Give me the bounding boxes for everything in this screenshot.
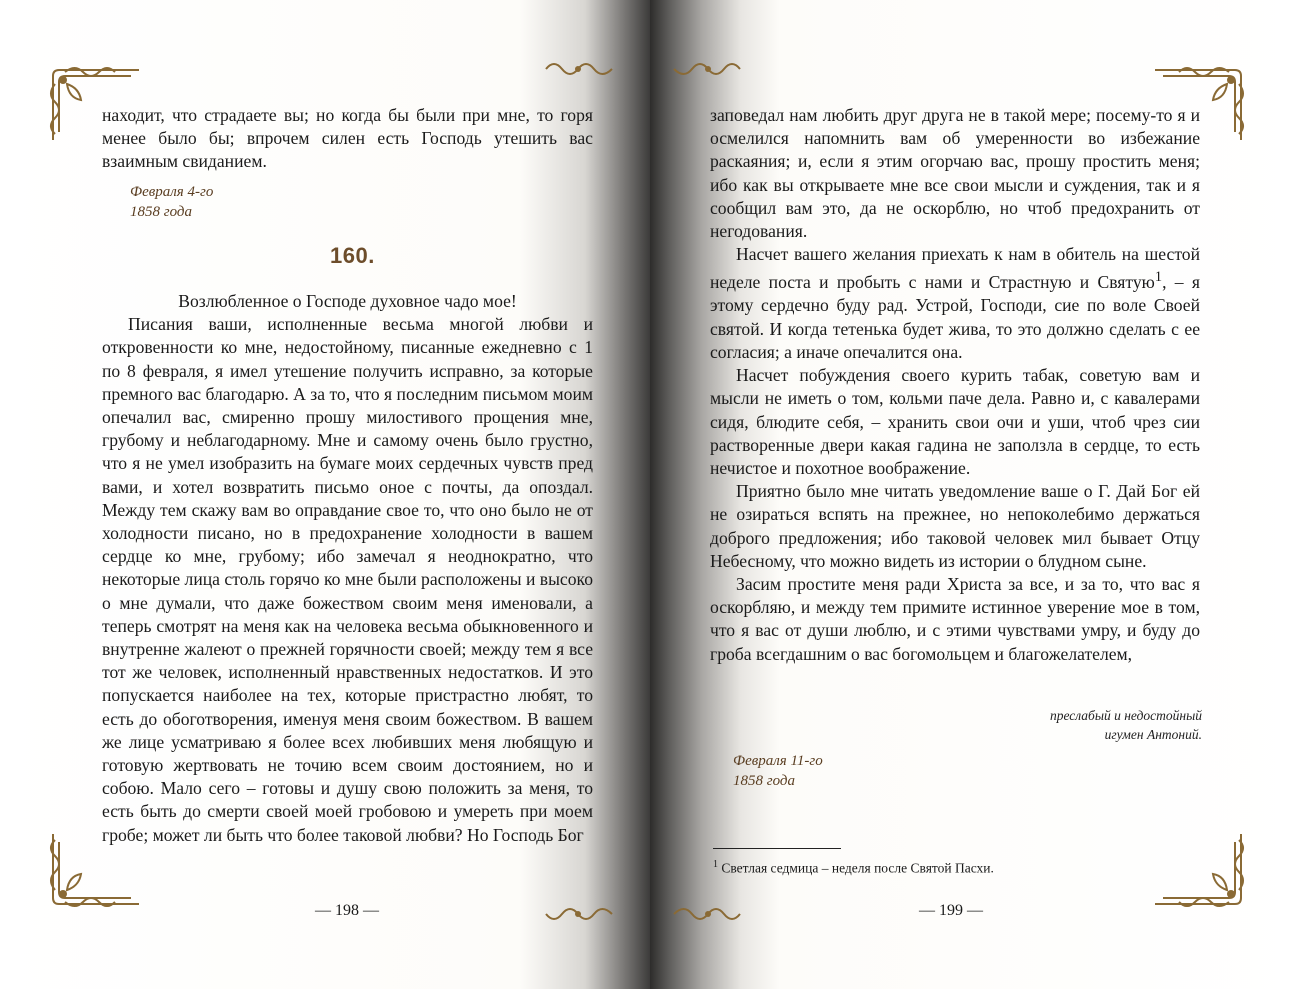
letter-number: 160.	[330, 243, 375, 268]
corner-ornament-icon	[1153, 62, 1249, 142]
continuation-text: находит, что страдаете вы; но когда бы были при мне, то горя менее было бы; впрочем силен есть Господь утешить вас взаимным свиданием.	[102, 105, 593, 172]
body-paragraph: Приятно было мне читать уведомление ваше о Г. Дай Бог ей не озираться вспять на прежнее, но непоколебимо держаться доброго предложения; ибо таковой человек мил бывает Отцу Небесному, что можно видеть из истории о блудном сыне.	[710, 481, 1200, 571]
scroll-ornament-icon	[544, 58, 614, 80]
scroll-ornament-icon	[544, 903, 614, 925]
corner-ornament-icon	[1153, 832, 1249, 912]
body-paragraph: Писания ваши, исполненные весьма многой любви и откровенности ко мне, недостойному, писанные ежедневно с 1 по 8 февраля, я имел утешение получить исправно, за которые премного вас благодарю. А за то, что я последним письмом моим опечалил вас, смиренно прошу милостивого прощения мне, грубому и неблагодарному. Мне и самому очень было грустно, что я не умел изобразить на бумаге моих сердечных чувств пред вами, и хотел возвратить письмо оное с почты, да опоздал. Между тем скажу вам во оправдание свое то, что оно было не от холодности писано, но в предохранение холодности в вашем сердце ко мне, грубому; ибо замечал я неоднократно, что некоторые лица столь горячо ко мне были расположены и высоко о мне думали, что даже божеством своим меня именовали, а теперь смотрят на меня как на человека весьма обыкновенного и внутренне жалеют о прежней горячности своей; между тем я все тот же человек, исполненный нравственных недостатков. И это попускается наиболее на тех, которые пристрастно любят, то есть до обоготворения, именуя меня своим божеством. В вашем же лице усматриваю я более всех любивших меня любящую и готовую жертвовать не точию всем своим достоянием, но и собою. Мало сего – готовы и душу свою положить за меня, то есть быть до смерти своей моей гробовою и умереть при моем гробе; может ли быть что более таковой любви? Но Господь Бог	[102, 314, 593, 845]
footnote-reference: 1	[1154, 269, 1163, 286]
body-paragraph: Насчет вашего желания приехать к нам в обитель на шестой неделе поста и пробыть с нами и Страстную и Святую$^1$, – я этому сердечно буду рад. Устрой, Господи, сие по воле Своей святой. И когда тетенька будет жива, то это должно сделать с ее согласия; а иначе опечалится она.	[710, 244, 1200, 362]
salutation: Возлюбленное о Господе духовное чадо мое!	[178, 291, 517, 311]
date-line-left: Февраля 4-го 1858 года	[130, 184, 214, 220]
scroll-ornament-icon	[672, 58, 742, 80]
corner-ornament-icon	[45, 832, 141, 912]
corner-ornament-icon	[45, 62, 141, 142]
body-paragraph: Насчет побуждения своего курить табак, советую вам и мысли не иметь о том, кольми паче дела. Равно и, с кавалерами сидя, блюдите себя, – хранить свои очи и уши, чтоб чрез сии растворенные двери какая гадина не заползла в сердце, то есть нечистое и похотное воображение.	[710, 365, 1200, 478]
signature-block: преслабый и недостойный игумен Антоний.	[1049, 708, 1202, 742]
body-paragraph: заповедал нам любить друг друга не в такой мере; посему-то я и осмелился напомнить вам об умеренности во избежание раскаяния; и, если я этим огорчаю вас, прошу простить меня; ибо как вы открываете мне все свои мысли и суждения, так и я сообщил вам это, да не оскорблю, но чтоб предохранить от негодования.	[710, 105, 1200, 242]
letter-body-left	[102, 290, 593, 847]
letter-body-right	[710, 104, 1200, 666]
page-number-right: — 199 —	[919, 902, 983, 919]
footnote: $^1$ Светлая седмица – неделя после Святой Пасхи.	[713, 859, 994, 876]
date-line-right: Февраля 11-го 1858 года	[733, 753, 823, 789]
scroll-ornament-icon	[672, 903, 742, 925]
page-number-left: — 198 —	[315, 902, 379, 919]
body-paragraph: Засим простите меня ради Христа за все, и за то, что вас я оскорбляю, и между тем примите истинное уверение мое в том, что я вас от души люблю, и с этими чувствами умру, и буду до гроба всегдашним о вас богомольцем и благожелателем,	[710, 573, 1200, 664]
footnote-divider	[713, 848, 841, 849]
